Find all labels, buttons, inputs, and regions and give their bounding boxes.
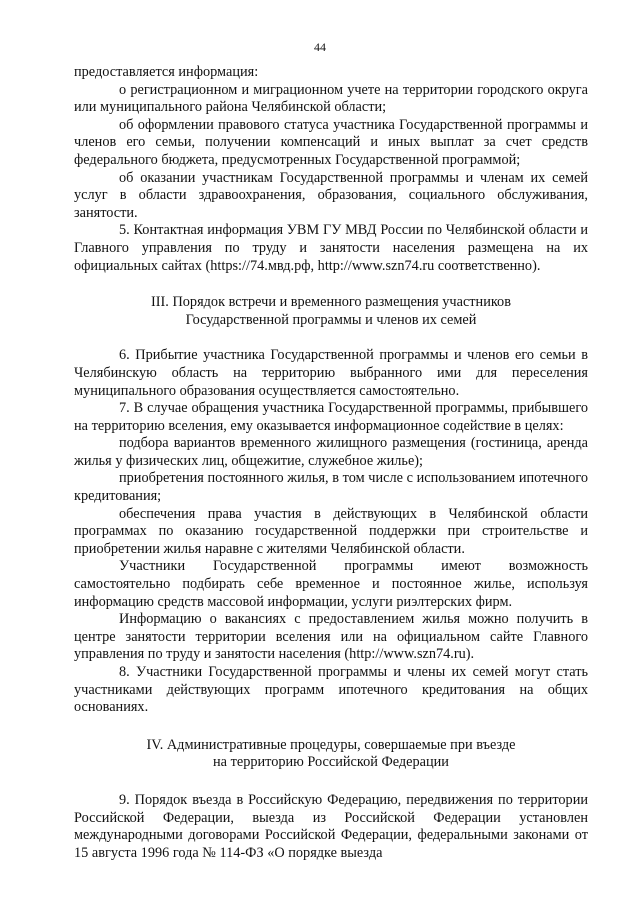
paragraph-6-arrival: 6. Прибытие участника Государственной программы и членов его семьи в Челябинскую область на территорию выбранного ими для переселения муниципального образования осуществляется самостоятельно. <box>74 347 588 399</box>
section-heading-4-line1: IV. Административные процедуры, совершаемые при въезде <box>146 736 516 753</box>
paragraph-8-mortgage: 8. Участники Государственной программы и члены их семей могут стать участниками действующих программ ипотечного кредитования на общих основаниях. <box>74 664 588 716</box>
paragraph-7-self-selection: Участники Государственной программы имеют возможность самостоятельно подбирать себе временное и постоянное жилье, используя информацию средств массовой информации, услуги риэлтерских фирм. <box>74 558 588 610</box>
paragraph-legal-status: об оформлении правового статуса участника Государственной программы и членов его семьи, получении компенсаций и иных выплат за счет средств федерального бюджета, предусмотренных Государственной программой; <box>74 116 588 168</box>
paragraph-7-temporary-housing: подбора вариантов временного жилищного размещения (гостиница, аренда жилья у физических лиц, общежитие, служебное жилье); <box>74 435 588 469</box>
paragraph-7-programs: обеспечения права участия в действующих в Челябинской области программах по оказанию государственной поддержки при строительстве и приобретении жилья наравне с жителями Челябинской области. <box>74 505 588 557</box>
section-heading-4 <box>74 737 588 772</box>
paragraph-7-permanent-housing: приобретения постоянного жилья, в том числе с использованием ипотечного кредитования; <box>74 470 588 505</box>
section-heading-3 <box>74 294 588 329</box>
document-body <box>74 64 588 862</box>
paragraph-intro: предоставляется информация: <box>74 64 259 80</box>
paragraph-registration: о регистрационном и миграционном учете на территории городского округа или муниципального района Челябинской области; <box>74 81 588 116</box>
paragraph-services: об оказании участникам Государственной программы и членам их семей услуг в области здравоохранения, образования, социального обслуживания, занятости. <box>74 169 588 221</box>
paragraph-9-entry-procedure: 9. Порядок въезда в Российскую Федерацию, передвижения по территории Российской Федерации, выезда из Российской Федерации установлен международными договорами Российской Федерации, федеральными законами от 15 августа 1996 года № 114-ФЗ «О порядке выезда <box>74 791 588 861</box>
paragraph-7-vacancies: Информацию о вакансиях с предоставлением жилья можно получить в центре занятости территории вселения или на официальном сайте Главного управления по труду и занятости населения (http://www.szn74.ru). <box>74 611 588 663</box>
section-heading-4-line2: на территорию Российской Федерации <box>213 754 449 771</box>
paragraph-7-assistance: 7. В случае обращения участника Государственной программы, прибывшего на территорию вселения, ему оказывается информационное содействие в целях: <box>74 400 588 434</box>
page-number: 44 <box>314 40 326 54</box>
section-heading-3-line2: Государственной программы и членов их семей <box>185 311 477 328</box>
section-heading-3-line1: III. Порядок встречи и временного размещения участников <box>151 294 511 311</box>
paragraph-5-contacts: 5. Контактная информация УВМ ГУ МВД России по Челябинской области и Главного управления по труду и занятости населения размещена на их официальных сайтах (https://74.мвд.рф, http://www.szn74.ru соответственно). <box>74 222 588 274</box>
